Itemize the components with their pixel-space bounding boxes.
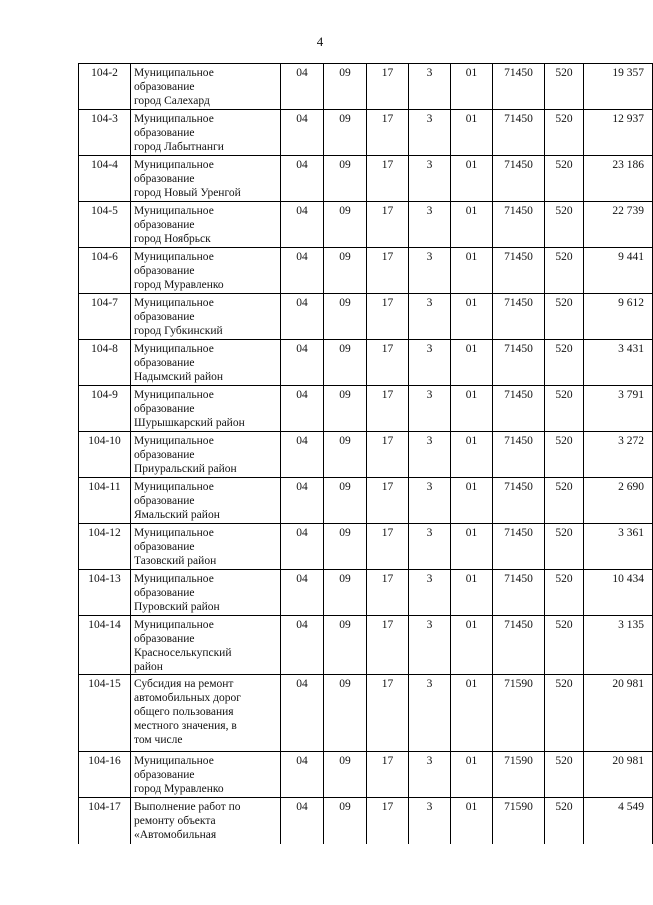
direction-code: 71450 xyxy=(493,616,545,675)
subprogram-code: 3 xyxy=(409,432,451,478)
section-code: 04 xyxy=(281,752,324,798)
program-code: 17 xyxy=(367,570,409,616)
direction-code: 71450 xyxy=(493,570,545,616)
subsection-code: 09 xyxy=(324,524,367,570)
page-number: 4 xyxy=(316,34,324,49)
row-amount: 4 549 xyxy=(584,798,653,844)
program-code: 17 xyxy=(367,340,409,386)
program-code: 17 xyxy=(367,202,409,248)
subprogram-code: 3 xyxy=(409,798,451,844)
subprogram-code: 3 xyxy=(409,294,451,340)
subsection-code: 09 xyxy=(324,675,367,752)
row-amount: 20 981 xyxy=(584,675,653,752)
row-amount: 19 357 xyxy=(584,64,653,110)
row-name: Муниципальное образование Красноселькупский район xyxy=(131,616,281,675)
event-code: 01 xyxy=(451,524,493,570)
row-amount: 20 981 xyxy=(584,752,653,798)
program-code: 17 xyxy=(367,248,409,294)
program-code: 17 xyxy=(367,110,409,156)
row-name: Муниципальное образование город Губкинский xyxy=(131,294,281,340)
event-code: 01 xyxy=(451,64,493,110)
subsection-code: 09 xyxy=(324,798,367,844)
row-amount: 9 441 xyxy=(584,248,653,294)
table-row xyxy=(79,616,653,675)
row-amount: 3 361 xyxy=(584,524,653,570)
section-code: 04 xyxy=(281,616,324,675)
table-row xyxy=(79,110,653,156)
event-code: 01 xyxy=(451,675,493,752)
row-code: 104-3 xyxy=(79,110,131,156)
direction-code: 71450 xyxy=(493,202,545,248)
table-row xyxy=(79,798,653,844)
expense-type-code: 520 xyxy=(545,616,584,675)
row-name: Муниципальное образование Шурышкарский район xyxy=(131,386,281,432)
program-code: 17 xyxy=(367,156,409,202)
subsection-code: 09 xyxy=(324,570,367,616)
subsection-code: 09 xyxy=(324,64,367,110)
table-row xyxy=(79,432,653,478)
subprogram-code: 3 xyxy=(409,675,451,752)
row-code: 104-12 xyxy=(79,524,131,570)
subsection-code: 09 xyxy=(324,248,367,294)
subsection-code: 09 xyxy=(324,752,367,798)
program-code: 17 xyxy=(367,675,409,752)
row-name: Муниципальное образование Тазовский район xyxy=(131,524,281,570)
direction-code: 71450 xyxy=(493,110,545,156)
event-code: 01 xyxy=(451,798,493,844)
direction-code: 71450 xyxy=(493,386,545,432)
row-code: 104-2 xyxy=(79,64,131,110)
event-code: 01 xyxy=(451,202,493,248)
row-code: 104-10 xyxy=(79,432,131,478)
table-row xyxy=(79,524,653,570)
row-amount: 2 690 xyxy=(584,478,653,524)
row-code: 104-16 xyxy=(79,752,131,798)
program-code: 17 xyxy=(367,752,409,798)
table-row xyxy=(79,340,653,386)
row-code: 104-15 xyxy=(79,675,131,752)
direction-code: 71450 xyxy=(493,432,545,478)
event-code: 01 xyxy=(451,248,493,294)
row-amount: 10 434 xyxy=(584,570,653,616)
event-code: 01 xyxy=(451,156,493,202)
row-code: 104-7 xyxy=(79,294,131,340)
event-code: 01 xyxy=(451,752,493,798)
row-code: 104-4 xyxy=(79,156,131,202)
subprogram-code: 3 xyxy=(409,64,451,110)
section-code: 04 xyxy=(281,340,324,386)
subprogram-code: 3 xyxy=(409,248,451,294)
expense-type-code: 520 xyxy=(545,248,584,294)
row-code: 104-6 xyxy=(79,248,131,294)
table-row xyxy=(79,675,653,752)
section-code: 04 xyxy=(281,478,324,524)
event-code: 01 xyxy=(451,294,493,340)
direction-code: 71450 xyxy=(493,524,545,570)
subprogram-code: 3 xyxy=(409,524,451,570)
subprogram-code: 3 xyxy=(409,156,451,202)
table-row xyxy=(79,478,653,524)
row-code: 104-17 xyxy=(79,798,131,844)
table-row xyxy=(79,294,653,340)
subprogram-code: 3 xyxy=(409,340,451,386)
row-code: 104-9 xyxy=(79,386,131,432)
direction-code: 71450 xyxy=(493,478,545,524)
section-code: 04 xyxy=(281,110,324,156)
subsection-code: 09 xyxy=(324,156,367,202)
row-name: Муниципальное образование город Муравленко xyxy=(131,752,281,798)
row-code: 104-11 xyxy=(79,478,131,524)
section-code: 04 xyxy=(281,798,324,844)
expense-type-code: 520 xyxy=(545,478,584,524)
program-code: 17 xyxy=(367,432,409,478)
expense-type-code: 520 xyxy=(545,524,584,570)
direction-code: 71450 xyxy=(493,340,545,386)
expense-type-code: 520 xyxy=(545,675,584,752)
subsection-code: 09 xyxy=(324,202,367,248)
section-code: 04 xyxy=(281,675,324,752)
program-code: 17 xyxy=(367,294,409,340)
expense-type-code: 520 xyxy=(545,386,584,432)
subprogram-code: 3 xyxy=(409,202,451,248)
subprogram-code: 3 xyxy=(409,386,451,432)
row-amount: 3 272 xyxy=(584,432,653,478)
direction-code: 71450 xyxy=(493,64,545,110)
expense-type-code: 520 xyxy=(545,64,584,110)
row-name: Муниципальное образование город Новый Уренгой xyxy=(131,156,281,202)
section-code: 04 xyxy=(281,202,324,248)
row-amount: 12 937 xyxy=(584,110,653,156)
program-code: 17 xyxy=(367,616,409,675)
direction-code: 71590 xyxy=(493,675,545,752)
row-name: Муниципальное образование Надымский район xyxy=(131,340,281,386)
expense-type-code: 520 xyxy=(545,798,584,844)
expense-type-code: 520 xyxy=(545,156,584,202)
row-amount: 22 739 xyxy=(584,202,653,248)
table-row xyxy=(79,156,653,202)
event-code: 01 xyxy=(451,432,493,478)
expense-type-code: 520 xyxy=(545,110,584,156)
row-amount: 3 431 xyxy=(584,340,653,386)
section-code: 04 xyxy=(281,156,324,202)
subsection-code: 09 xyxy=(324,478,367,524)
row-name: Выполнение работ по ремонту объекта «Автомобильная xyxy=(131,798,281,844)
table-row xyxy=(79,202,653,248)
expense-type-code: 520 xyxy=(545,752,584,798)
section-code: 04 xyxy=(281,248,324,294)
row-name: Муниципальное образование Пуровский район xyxy=(131,570,281,616)
row-code: 104-14 xyxy=(79,616,131,675)
row-name: Муниципальное образование Приуральский район xyxy=(131,432,281,478)
program-code: 17 xyxy=(367,524,409,570)
row-name: Муниципальное образование город Муравленко xyxy=(131,248,281,294)
direction-code: 71590 xyxy=(493,752,545,798)
row-code: 104-5 xyxy=(79,202,131,248)
subprogram-code: 3 xyxy=(409,570,451,616)
row-code: 104-13 xyxy=(79,570,131,616)
table-row xyxy=(79,248,653,294)
expense-type-code: 520 xyxy=(545,340,584,386)
subsection-code: 09 xyxy=(324,340,367,386)
subprogram-code: 3 xyxy=(409,616,451,675)
row-code: 104-8 xyxy=(79,340,131,386)
event-code: 01 xyxy=(451,478,493,524)
expense-type-code: 520 xyxy=(545,294,584,340)
table-row xyxy=(79,752,653,798)
expense-type-code: 520 xyxy=(545,570,584,616)
table-row xyxy=(79,64,653,110)
event-code: 01 xyxy=(451,616,493,675)
row-amount: 9 612 xyxy=(584,294,653,340)
expense-type-code: 520 xyxy=(545,202,584,248)
program-code: 17 xyxy=(367,478,409,524)
section-code: 04 xyxy=(281,570,324,616)
row-name: Муниципальное образование Ямальский район xyxy=(131,478,281,524)
row-name: Муниципальное образование город Ноябрьск xyxy=(131,202,281,248)
direction-code: 71450 xyxy=(493,294,545,340)
section-code: 04 xyxy=(281,524,324,570)
budget-table xyxy=(78,63,653,844)
direction-code: 71590 xyxy=(493,798,545,844)
table-row xyxy=(79,570,653,616)
row-name: Муниципальное образование город Салехард xyxy=(131,64,281,110)
row-amount: 3 135 xyxy=(584,616,653,675)
row-amount: 23 186 xyxy=(584,156,653,202)
row-name: Муниципальное образование город Лабытнанги xyxy=(131,110,281,156)
section-code: 04 xyxy=(281,386,324,432)
event-code: 01 xyxy=(451,570,493,616)
event-code: 01 xyxy=(451,340,493,386)
subsection-code: 09 xyxy=(324,616,367,675)
program-code: 17 xyxy=(367,386,409,432)
direction-code: 71450 xyxy=(493,156,545,202)
event-code: 01 xyxy=(451,110,493,156)
table-row xyxy=(79,386,653,432)
subprogram-code: 3 xyxy=(409,478,451,524)
subsection-code: 09 xyxy=(324,386,367,432)
program-code: 17 xyxy=(367,64,409,110)
section-code: 04 xyxy=(281,294,324,340)
expense-type-code: 520 xyxy=(545,432,584,478)
subprogram-code: 3 xyxy=(409,110,451,156)
section-code: 04 xyxy=(281,64,324,110)
row-name: Субсидия на ремонт автомобильных дорог общего пользования местного значения, в том числе xyxy=(131,675,281,752)
subsection-code: 09 xyxy=(324,432,367,478)
row-amount: 3 791 xyxy=(584,386,653,432)
subsection-code: 09 xyxy=(324,294,367,340)
program-code: 17 xyxy=(367,798,409,844)
direction-code: 71450 xyxy=(493,248,545,294)
subprogram-code: 3 xyxy=(409,752,451,798)
event-code: 01 xyxy=(451,386,493,432)
subsection-code: 09 xyxy=(324,110,367,156)
section-code: 04 xyxy=(281,432,324,478)
